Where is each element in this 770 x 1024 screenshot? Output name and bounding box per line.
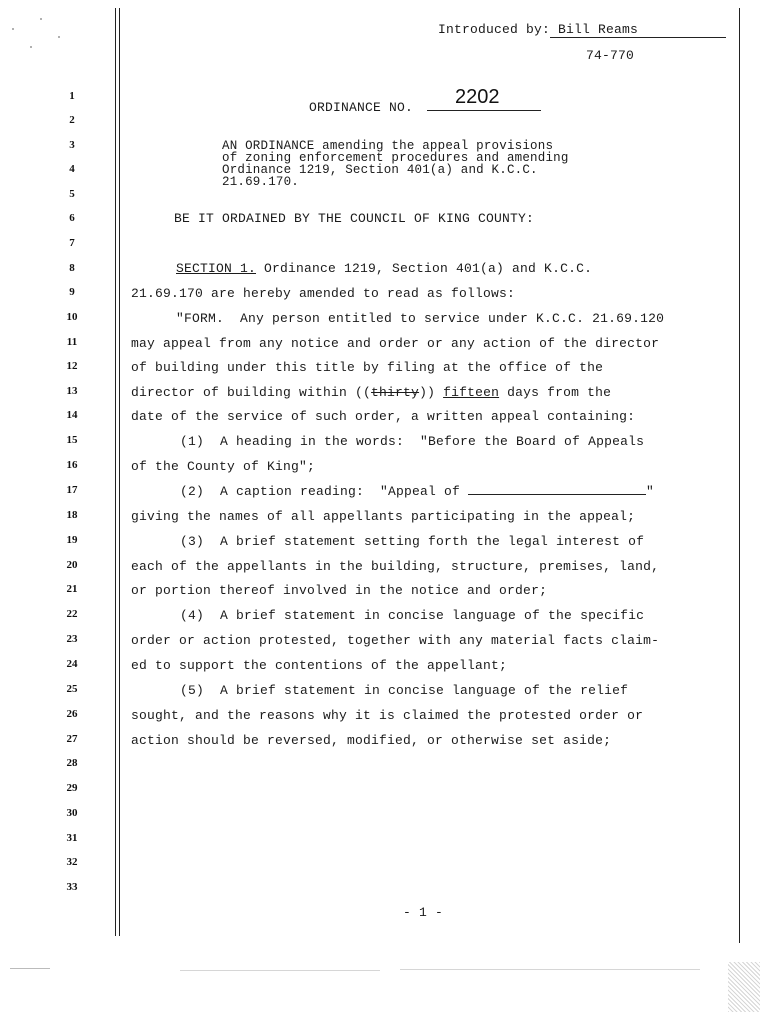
ordinance-number: 2202 (427, 86, 541, 111)
body-line: ed to support the contentions of the appellant; (131, 658, 508, 673)
scan-artifact (40, 18, 42, 20)
body-text: " (646, 484, 655, 499)
caption-blank (468, 484, 646, 495)
ordinance-title-line: AN ORDINANCE amending the appeal provisions (222, 139, 554, 153)
line-number: 29 (66, 782, 78, 794)
scan-artifact (10, 968, 50, 969)
body-line: of building under this title by filing at the office of the (131, 360, 604, 375)
left-margin-rule-inner (119, 8, 120, 936)
line-number: 20 (66, 559, 78, 571)
left-margin-rule (115, 8, 116, 936)
body-text: (2) A caption reading: "Appeal of (180, 484, 469, 499)
body-line: (1) A heading in the words: "Before the Board of Appeals (180, 434, 645, 449)
line-number: 6 (69, 212, 75, 224)
ordinance-title-line: 21.69.170. (222, 175, 300, 189)
line-number: 7 (69, 237, 75, 249)
body-line: order or action protested, together with any material facts claim- (131, 633, 660, 648)
body-text: days from the (499, 385, 612, 400)
section-1-text: Ordinance 1219, Section 401(a) and K.C.C. (256, 261, 593, 276)
body-text: )) (419, 385, 444, 400)
line-number: 23 (66, 633, 78, 645)
body-line: action should be reversed, modified, or otherwise set aside; (131, 733, 612, 748)
scan-artifact (30, 46, 32, 48)
line-number: 13 (66, 385, 78, 397)
line-number: 5 (69, 188, 75, 200)
scan-artifact (180, 970, 380, 971)
body-line: may appeal from any notice and order or any action of the director (131, 336, 660, 351)
enacting-clause: BE IT ORDAINED BY THE COUNCIL OF KING COUNTY: (174, 211, 535, 226)
line-number: 19 (66, 534, 78, 546)
line-number: 15 (66, 434, 78, 446)
right-margin-rule (739, 8, 740, 943)
line-number: 26 (66, 708, 78, 720)
line-number: 8 (69, 262, 75, 274)
body-line: each of the appellants in the building, structure, premises, land, (131, 559, 660, 574)
line-number: 18 (66, 509, 78, 521)
line-number: 27 (66, 733, 78, 745)
body-line: or portion thereof involved in the notice and order; (131, 583, 548, 598)
scan-artifact (12, 28, 14, 30)
line-number: 4 (69, 163, 75, 175)
ordinance-title-line: Ordinance 1219, Section 401(a) and K.C.C. (222, 163, 538, 177)
line-number: 32 (66, 856, 78, 868)
scan-artifact-corner (728, 962, 760, 1012)
line-number: 33 (66, 881, 78, 893)
body-text: director of building within (( (131, 385, 372, 400)
line-number: 2 (69, 114, 75, 126)
ordinance-title-line: of zoning enforcement procedures and amending (222, 151, 569, 165)
line-number: 14 (66, 409, 78, 421)
scan-artifact (58, 36, 60, 38)
section-1-line (176, 261, 592, 276)
line-number: 22 (66, 608, 78, 620)
line-number: 16 (66, 459, 78, 471)
line-number: 31 (66, 832, 78, 844)
section-heading: SECTION 1. (176, 261, 257, 276)
inserted-text: fifteen (443, 385, 500, 400)
line-number: 12 (66, 360, 78, 372)
body-line: "FORM. Any person entitled to service under K.C.C. 21.69.120 (176, 311, 665, 326)
line-number: 21 (66, 583, 78, 595)
body-line: (4) A brief statement in concise language of the specific (180, 608, 645, 623)
line-number: 25 (66, 683, 78, 695)
scan-artifact (400, 969, 700, 970)
body-line: giving the names of all appellants participating in the appeal; (131, 509, 636, 524)
line-number: 28 (66, 757, 78, 769)
sponsor-name: Bill Reams (550, 22, 726, 38)
line-number: 24 (66, 658, 78, 670)
body-line: 21.69.170 are hereby amended to read as follows: (131, 286, 516, 301)
document-number: 74-770 (586, 48, 635, 63)
body-line: sought, and the reasons why it is claimed the protested order or (131, 708, 644, 723)
body-line (180, 484, 654, 499)
body-line (131, 385, 611, 400)
introduced-label: Introduced by: (438, 22, 551, 37)
page-number: - 1 - (403, 905, 444, 920)
line-number: 30 (66, 807, 78, 819)
introduced-by (438, 22, 726, 38)
line-number: 10 (66, 311, 78, 323)
line-number: 9 (69, 286, 75, 298)
body-line: date of the service of such order, a written appeal containing: (131, 409, 636, 424)
line-number: 1 (69, 90, 75, 102)
line-number: 11 (66, 336, 78, 348)
ordinance-label: ORDINANCE NO. (309, 100, 414, 115)
deleted-text: thirty (371, 385, 420, 400)
body-line: (5) A brief statement in concise language of the relief (180, 683, 629, 698)
body-line: of the County of King"; (131, 459, 316, 474)
line-number: 17 (66, 484, 78, 496)
line-number: 3 (69, 139, 75, 151)
body-line: (3) A brief statement setting forth the legal interest of (180, 534, 645, 549)
